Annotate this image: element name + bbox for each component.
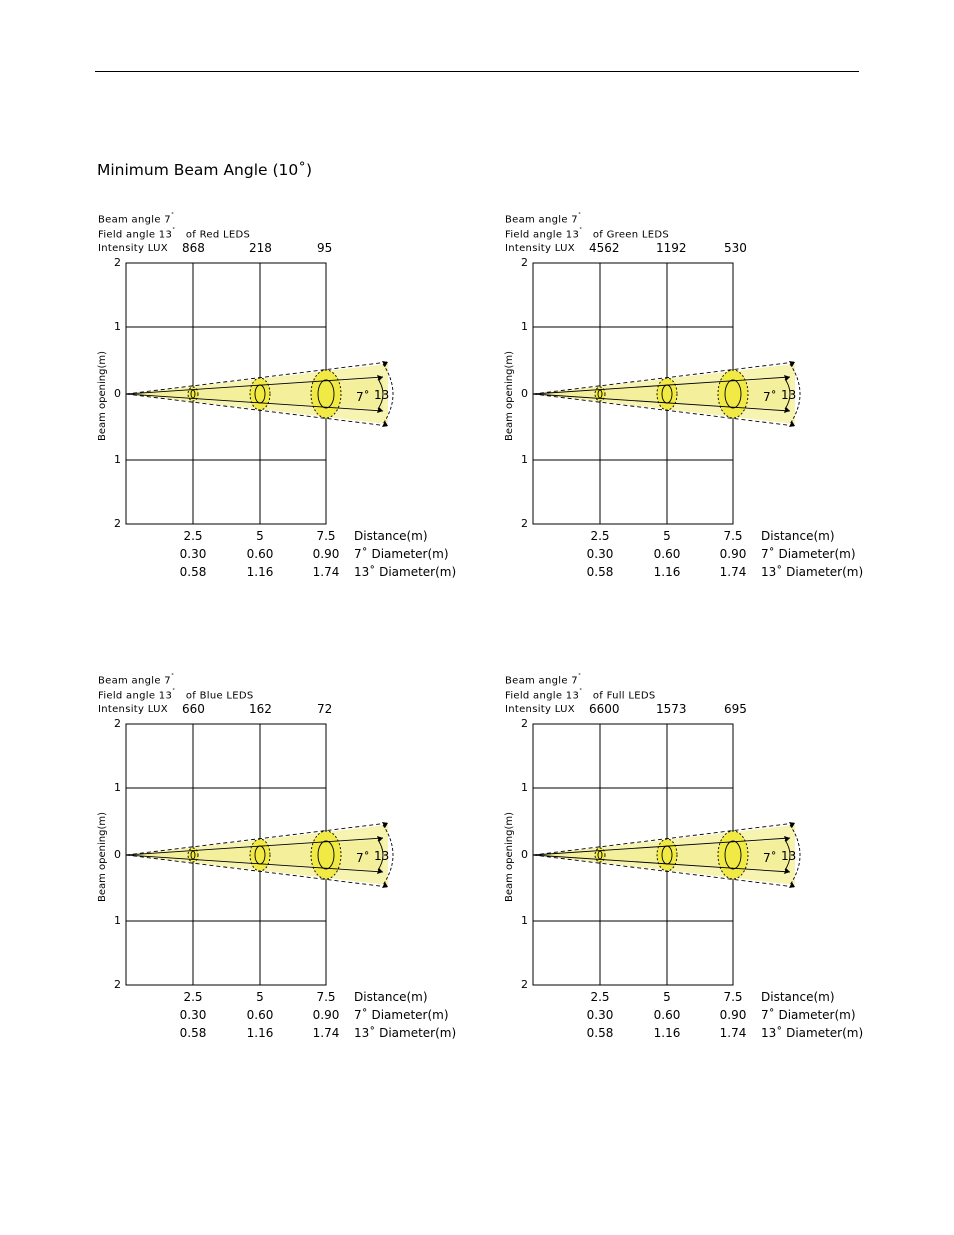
y-axis-label: Beam opening(m) bbox=[504, 350, 515, 441]
y-tick: 0 bbox=[521, 848, 528, 861]
beam-diagram bbox=[98, 211, 398, 541]
diam7-label: 7˚ Diameter(m) bbox=[761, 1008, 856, 1022]
diam7-value: 0.90 bbox=[312, 547, 340, 561]
diam7-label: 7˚ Diameter(m) bbox=[354, 547, 449, 561]
diam13-value: 1.74 bbox=[312, 1026, 340, 1040]
lux-value-1: 868 bbox=[182, 241, 205, 255]
diam7-value: 0.90 bbox=[719, 547, 747, 561]
leds-label: of Red LEDS bbox=[185, 229, 251, 241]
diam13-value: 0.58 bbox=[179, 1026, 207, 1040]
diam13-value: 1.16 bbox=[246, 1026, 274, 1040]
diam13-label: 13˚ Diameter(m) bbox=[354, 565, 457, 579]
diam7-value: 0.30 bbox=[179, 547, 207, 561]
beam-panel-green bbox=[505, 211, 905, 591]
y-tick: 1 bbox=[114, 914, 121, 927]
inner-angle-label: 7˚ bbox=[763, 390, 777, 404]
y-tick: 1 bbox=[521, 781, 528, 794]
intensity-label: Intensity LUX bbox=[505, 704, 575, 715]
y-tick: 2 bbox=[521, 717, 528, 730]
y-tick: 1 bbox=[114, 320, 121, 333]
lux-value-2: 1573 bbox=[656, 702, 687, 716]
field-angle-label: Field angle 13˚ of Green LEDS bbox=[505, 228, 669, 241]
diam7-value: 0.90 bbox=[719, 1008, 747, 1022]
leds-label: of Green LEDS bbox=[592, 229, 669, 241]
beam-angle-label: Beam angle 7˚ bbox=[505, 674, 582, 687]
lux-value-1: 660 bbox=[182, 702, 205, 716]
distance-value: 5 bbox=[663, 529, 671, 543]
leds-label: of Full LEDS bbox=[592, 690, 656, 702]
inner-angle-label: 7˚ bbox=[356, 390, 370, 404]
intensity-label: Intensity LUX bbox=[505, 243, 575, 254]
lux-value-3: 530 bbox=[724, 241, 747, 255]
y-tick: 1 bbox=[114, 781, 121, 794]
outer-angle-label: 13 bbox=[374, 388, 390, 402]
distance-label: Distance(m) bbox=[761, 990, 835, 1004]
beam-angle-label: Beam angle 7˚ bbox=[98, 674, 175, 687]
distance-value: 7.5 bbox=[723, 990, 743, 1004]
distance-value: 2.5 bbox=[183, 990, 203, 1004]
y-tick: 2 bbox=[521, 517, 528, 530]
leds-label: of Blue LEDS bbox=[185, 690, 254, 702]
y-axis-label: Beam opening(m) bbox=[97, 350, 108, 441]
diam7-label: 7˚ Diameter(m) bbox=[761, 547, 856, 561]
field-angle-label: Field angle 13˚ of Full LEDS bbox=[505, 689, 656, 702]
y-tick: 1 bbox=[114, 453, 121, 466]
lux-value-3: 72 bbox=[317, 702, 333, 716]
distance-label: Distance(m) bbox=[354, 990, 428, 1004]
y-tick: 2 bbox=[521, 256, 528, 269]
distance-value: 2.5 bbox=[590, 529, 610, 543]
outer-angle-label: 13 bbox=[781, 388, 797, 402]
lux-value-2: 218 bbox=[249, 241, 272, 255]
y-tick: 2 bbox=[114, 717, 121, 730]
diam13-label: 13˚ Diameter(m) bbox=[354, 1026, 457, 1040]
diam13-label: 13˚ Diameter(m) bbox=[761, 1026, 864, 1040]
distance-label: Distance(m) bbox=[761, 529, 835, 543]
y-tick: 2 bbox=[114, 256, 121, 269]
section-title: Minimum Beam Angle (10˚) bbox=[97, 161, 313, 179]
beam-angle-label: Beam angle 7˚ bbox=[98, 213, 175, 226]
y-tick: 1 bbox=[521, 453, 528, 466]
beam-panel-full bbox=[505, 672, 905, 1052]
intensity-label: Intensity LUX bbox=[98, 704, 168, 715]
y-tick: 2 bbox=[114, 978, 121, 991]
beam-diagram bbox=[505, 211, 805, 541]
y-tick: 0 bbox=[521, 387, 528, 400]
diam13-value: 0.58 bbox=[179, 565, 207, 579]
diam13-value: 1.16 bbox=[653, 1026, 681, 1040]
lux-value-2: 162 bbox=[249, 702, 272, 716]
lux-value-1: 4562 bbox=[589, 241, 620, 255]
diam7-value: 0.60 bbox=[246, 1008, 274, 1022]
diam7-value: 0.30 bbox=[586, 1008, 614, 1022]
beam-angle-label: Beam angle 7˚ bbox=[505, 213, 582, 226]
y-tick: 2 bbox=[521, 978, 528, 991]
inner-angle-label: 7˚ bbox=[356, 851, 370, 865]
distance-label: Distance(m) bbox=[354, 529, 428, 543]
distance-value: 2.5 bbox=[590, 990, 610, 1004]
outer-angle-label: 13 bbox=[781, 849, 797, 863]
diam7-label: 7˚ Diameter(m) bbox=[354, 1008, 449, 1022]
diam13-value: 1.16 bbox=[653, 565, 681, 579]
diam7-value: 0.60 bbox=[653, 1008, 681, 1022]
beam-panel-red bbox=[98, 211, 498, 591]
diam13-value: 0.58 bbox=[586, 565, 614, 579]
lux-value-2: 1192 bbox=[656, 241, 687, 255]
distance-value: 5 bbox=[256, 990, 264, 1004]
y-tick: 0 bbox=[114, 387, 121, 400]
field-angle-label: Field angle 13˚ of Blue LEDS bbox=[98, 689, 254, 702]
distance-value: 7.5 bbox=[723, 529, 743, 543]
diam7-value: 0.30 bbox=[586, 547, 614, 561]
diam13-value: 1.16 bbox=[246, 565, 274, 579]
distance-value: 5 bbox=[663, 990, 671, 1004]
distance-value: 7.5 bbox=[316, 990, 336, 1004]
diam13-label: 13˚ Diameter(m) bbox=[761, 565, 864, 579]
diam13-value: 1.74 bbox=[719, 565, 747, 579]
distance-value: 5 bbox=[256, 529, 264, 543]
intensity-label: Intensity LUX bbox=[98, 243, 168, 254]
beam-panel-blue bbox=[98, 672, 498, 1052]
diam7-value: 0.60 bbox=[653, 547, 681, 561]
y-tick: 2 bbox=[114, 517, 121, 530]
lux-value-1: 6600 bbox=[589, 702, 620, 716]
diam7-value: 0.30 bbox=[179, 1008, 207, 1022]
y-axis-label: Beam opening(m) bbox=[97, 811, 108, 902]
diam7-value: 0.60 bbox=[246, 547, 274, 561]
diam13-value: 0.58 bbox=[586, 1026, 614, 1040]
lux-value-3: 695 bbox=[724, 702, 747, 716]
y-tick: 1 bbox=[521, 320, 528, 333]
field-angle-label: Field angle 13˚ of Red LEDS bbox=[98, 228, 251, 241]
distance-value: 2.5 bbox=[183, 529, 203, 543]
beam-diagram bbox=[505, 672, 805, 1002]
diam13-value: 1.74 bbox=[719, 1026, 747, 1040]
y-axis-label: Beam opening(m) bbox=[504, 811, 515, 902]
y-tick: 0 bbox=[114, 848, 121, 861]
distance-value: 7.5 bbox=[316, 529, 336, 543]
diam7-value: 0.90 bbox=[312, 1008, 340, 1022]
top-rule bbox=[95, 71, 859, 72]
lux-value-3: 95 bbox=[317, 241, 333, 255]
beam-diagram bbox=[98, 672, 398, 1002]
diam13-value: 1.74 bbox=[312, 565, 340, 579]
inner-angle-label: 7˚ bbox=[763, 851, 777, 865]
y-tick: 1 bbox=[521, 914, 528, 927]
outer-angle-label: 13 bbox=[374, 849, 390, 863]
